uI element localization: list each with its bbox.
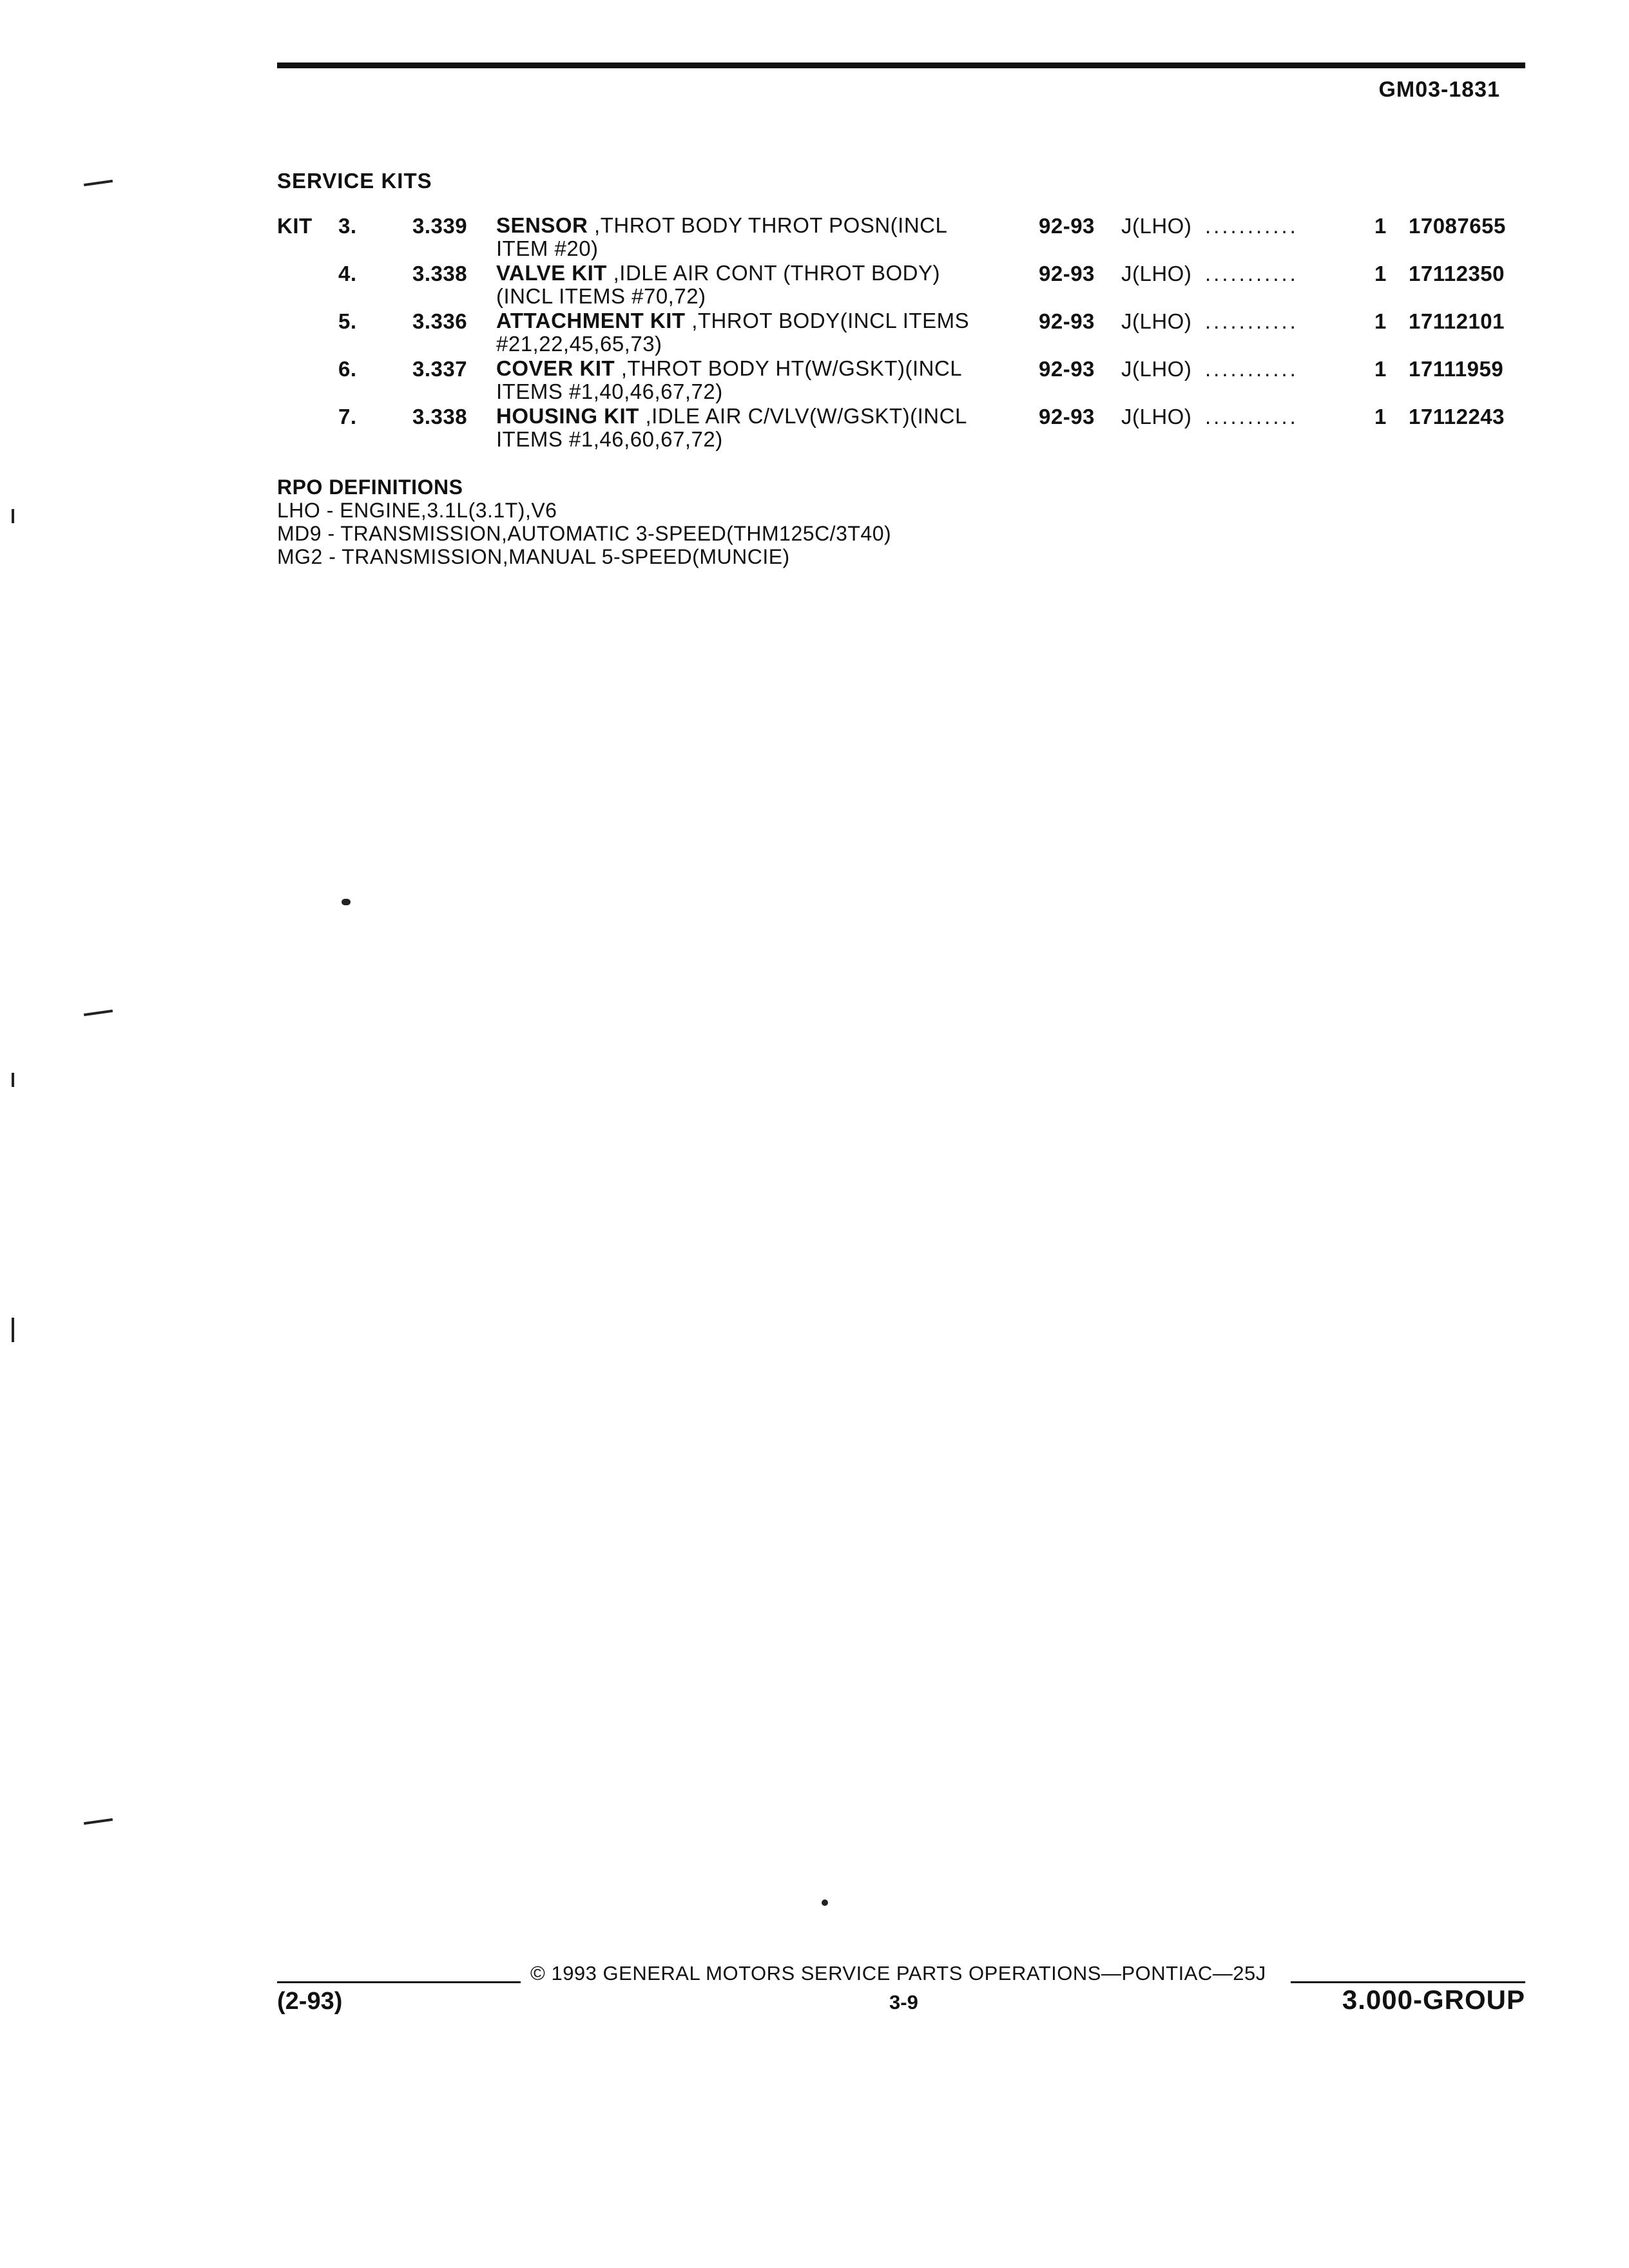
illustration-ref: 3.336 [412,309,468,333]
quantity: 1 [1374,357,1387,381]
part-description-rest: ,IDLE AIR CONT (THROT BODY) [606,261,940,285]
usage-code: J(LHO) [1121,357,1192,381]
part-description-rest: ,THROT BODY HT(W/GSKT)(INCL [615,356,963,380]
model-years: 92-93 [1039,309,1095,333]
footer-group-label: 3.000-GROUP [1342,1984,1525,2015]
scan-mark [12,1073,14,1087]
part-description-rest: ,THROT BODY THROT POSN(INCL [588,213,948,237]
footer-rule-right [1291,1981,1525,1983]
table-row [0,309,1629,357]
table-row [0,405,1629,452]
scan-mark [84,1818,113,1825]
part-description-rest: ,IDLE AIR C/VLV(W/GSKT)(INCL [639,404,967,428]
model-years: 92-93 [1039,405,1095,428]
quantity: 1 [1374,309,1387,333]
footer-rule-left [277,1981,521,1983]
part-name: COVER KIT [496,356,615,380]
rpo-definition-line: MG2 - TRANSMISSION,MANUAL 5-SPEED(MUNCIE) [277,545,790,568]
leader-dots: ........... [1205,309,1298,333]
part-number: 17112101 [1409,309,1505,333]
scan-mark [84,1010,113,1016]
rpo-definitions [277,476,891,568]
leader-dots: ........... [1205,214,1298,238]
part-number: 17111959 [1409,357,1504,381]
model-years: 92-93 [1039,262,1095,285]
table-row [0,357,1629,405]
quantity: 1 [1374,262,1387,285]
part-description [496,309,969,356]
illustration-ref: 3.338 [412,405,468,428]
part-description [496,405,967,451]
leader-dots: ........... [1205,405,1298,428]
part-description-line2: ITEMS #1,46,60,67,72) [496,427,723,451]
part-description-line2: ITEMS #1,40,46,67,72) [496,380,723,403]
part-number: 17112243 [1409,405,1505,428]
illustration-ref: 3.339 [412,214,468,238]
footer-page-number: 3-9 [889,1991,918,2013]
quantity: 1 [1374,405,1387,428]
leader-dots: ........... [1205,357,1298,381]
footer-date-code: (2-93) [277,1988,343,2015]
table-row [0,214,1629,262]
table-row [0,262,1629,309]
part-number: 17112350 [1409,262,1505,285]
scan-mark [12,509,14,523]
part-description-line2: #21,22,45,65,73) [496,332,662,356]
scan-mark [822,1899,828,1906]
illustration-ref: 3.338 [412,262,468,285]
service-kits-heading: SERVICE KITS [277,169,432,193]
part-name: SENSOR [496,213,588,237]
rpo-definitions-heading: RPO DEFINITIONS [277,476,463,499]
part-description-line2: ITEM #20) [496,236,599,260]
rpo-definition-line: MD9 - TRANSMISSION,AUTOMATIC 3-SPEED(THM125C/3T40) [277,522,892,545]
part-description [496,357,962,403]
part-name: HOUSING KIT [496,404,639,428]
part-name: ATTACHMENT KIT [496,309,686,332]
scan-mark [12,1318,14,1342]
part-description [496,262,940,308]
part-name: VALVE KIT [496,261,607,285]
item-number: 4. [338,262,357,285]
part-description-line2: (INCL ITEMS #70,72) [496,284,706,308]
model-years: 92-93 [1039,214,1095,238]
part-description-rest: ,THROT BODY(INCL ITEMS [685,309,970,332]
item-number: 3. [338,214,357,238]
footer-copyright: © 1993 GENERAL MOTORS SERVICE PARTS OPERATIONS—PONTIAC—25J [530,1962,1266,1984]
document-id: GM03-1831 [1378,77,1500,102]
illustration-ref: 3.337 [412,357,468,381]
leader-dots: ........... [1205,262,1298,285]
rpo-definition-line: LHO - ENGINE,3.1L(3.1T),V6 [277,499,557,522]
part-number: 17087655 [1409,214,1506,238]
part-description [496,214,947,260]
usage-code: J(LHO) [1121,262,1192,285]
scan-mark [84,180,113,186]
header-rule [277,62,1525,68]
usage-code: J(LHO) [1121,309,1192,333]
usage-code: J(LHO) [1121,214,1192,238]
item-number: 6. [338,357,357,381]
quantity: 1 [1374,214,1387,238]
item-number: 7. [338,405,357,428]
item-number: 5. [338,309,357,333]
usage-code: J(LHO) [1121,405,1192,428]
kit-label: KIT [277,214,313,238]
scan-mark [342,899,351,905]
model-years: 92-93 [1039,357,1095,381]
